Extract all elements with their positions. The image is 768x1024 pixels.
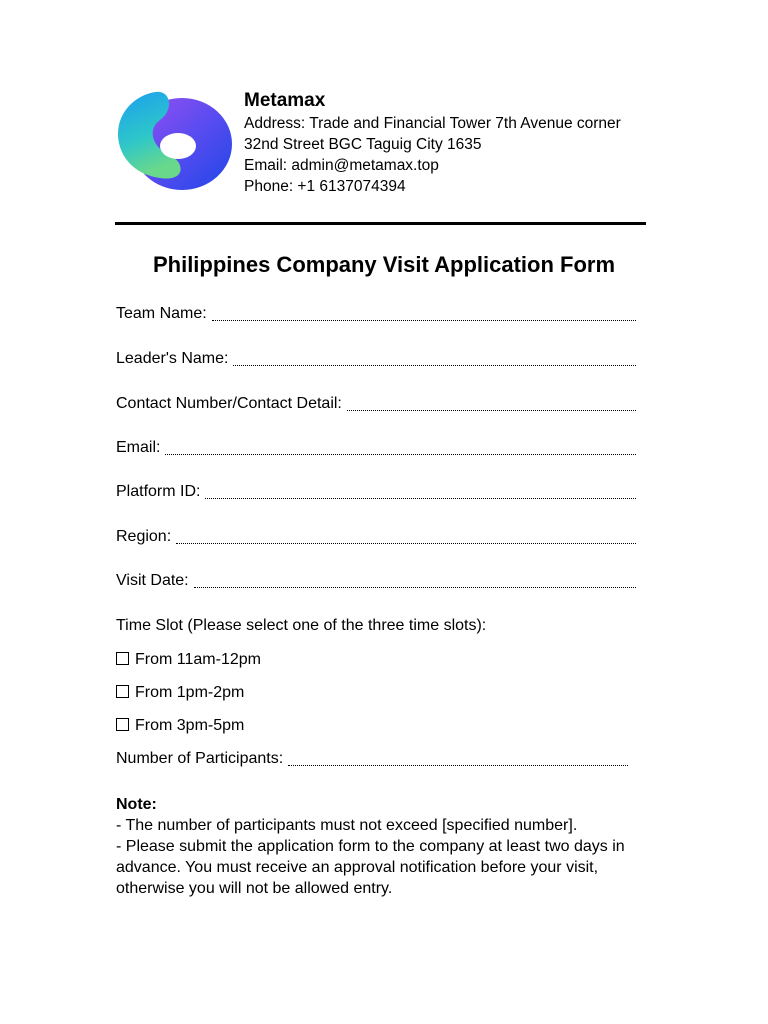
checkbox-icon[interactable] <box>116 652 129 665</box>
company-info <box>244 89 621 197</box>
email-line[interactable] <box>165 453 636 455</box>
region-line[interactable] <box>176 542 636 544</box>
region-field[interactable] <box>116 527 636 547</box>
company-logo <box>116 90 234 194</box>
visit-date-line[interactable] <box>194 586 636 588</box>
time-slot-label: Time Slot (Please select one of the three time slots): <box>116 617 487 634</box>
leader-name-line[interactable] <box>233 364 636 366</box>
contact-line[interactable] <box>347 409 636 411</box>
company-address-line2: 32nd Street BGC Taguig City 1635 <box>244 136 482 153</box>
platform-id-label: Platform ID: <box>116 483 201 500</box>
team-name-field[interactable] <box>116 304 636 324</box>
region-label: Region: <box>116 528 172 545</box>
leader-name-label: Leader's Name: <box>116 350 229 367</box>
time-slot-3-label: From 3pm-5pm <box>135 717 245 734</box>
form-title: Philippines Company Visit Application Form <box>152 252 616 277</box>
email-label: Email: <box>116 439 161 456</box>
note-line-1: - The number of participants must not exceed [specified number]. <box>116 817 578 834</box>
visit-date-label: Visit Date: <box>116 572 189 589</box>
platform-id-line[interactable] <box>205 497 636 499</box>
participants-line[interactable] <box>288 764 628 766</box>
platform-id-field[interactable] <box>116 482 636 502</box>
email-field[interactable] <box>116 438 636 458</box>
visit-date-field[interactable] <box>116 571 636 591</box>
contact-label: Contact Number/Contact Detail: <box>116 395 342 412</box>
note-line-2: - Please submit the application form to the company at least two days in advance. You must receive an approval notification before your visit, otherwise you will not be allowed entry. <box>116 838 625 897</box>
time-slot-1-label: From 11am-12pm <box>135 651 261 668</box>
company-name: Metamax <box>244 90 326 111</box>
time-slot-option-3[interactable] <box>116 716 244 736</box>
header-divider <box>115 222 646 225</box>
checkbox-icon[interactable] <box>116 685 129 698</box>
company-phone: Phone: +1 6137074394 <box>244 178 406 195</box>
time-slot-option-1[interactable] <box>116 650 261 670</box>
team-name-label: Team Name: <box>116 305 207 322</box>
leader-name-field[interactable] <box>116 349 636 369</box>
time-slot-2-label: From 1pm-2pm <box>135 684 245 701</box>
note-title: Note: <box>116 796 157 813</box>
note-section <box>116 794 656 899</box>
contact-field[interactable] <box>116 394 636 414</box>
team-name-line[interactable] <box>212 319 636 321</box>
company-address-line1: Address: Trade and Financial Tower 7th Avenue corner <box>244 115 621 132</box>
time-slot-option-2[interactable] <box>116 683 244 703</box>
participants-field[interactable] <box>116 749 628 769</box>
checkbox-icon[interactable] <box>116 718 129 731</box>
company-email: Email: admin@metamax.top <box>244 157 439 174</box>
participants-label: Number of Participants: <box>116 750 284 767</box>
